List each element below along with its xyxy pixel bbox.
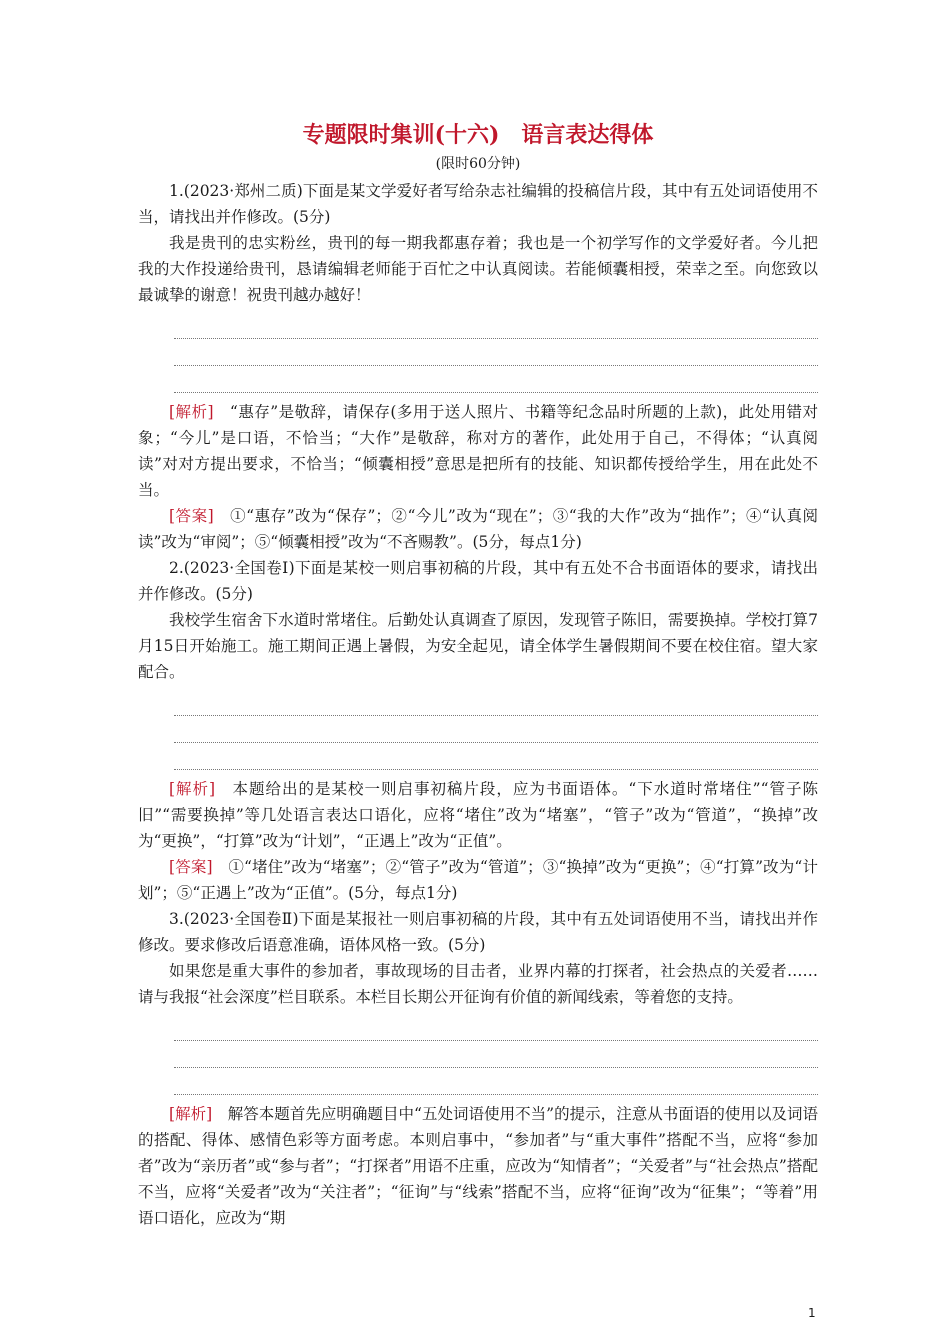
page-number: 1 (808, 1306, 816, 1320)
analysis-label: [解析] (169, 1105, 213, 1123)
answer-line (174, 1068, 818, 1095)
answer-line (174, 1014, 818, 1041)
answer-line (174, 743, 818, 770)
question-2-passage: 我校学生宿舍下水道时常堵住。后勤处认真调查了原因，发现管子陈旧，需要换掉。学校打算7月15日开始施工。施工期间正遇上暑假，为安全起见，请全体学生暑假期间不要在校住宿。望大家配合。 (138, 611, 818, 681)
question-1-analysis (138, 399, 818, 503)
analysis-label: [解析] (169, 780, 216, 798)
question-2-answer-lines (174, 689, 818, 770)
analysis-text: 解答本题首先应明确题目中“五处词语使用不当”的提示，注意从书面语的使用以及词语的搭配、得体、感情色彩等方面考虑。本则启事中，“参加者”与“重大事件”搭配不当，应将“参加者”改为“亲历者”或“参与者”；“打探者”用语不庄重，应改为“知情者”；“关爱者”与“社会热点”搭配不当，应将“关爱者”改为“关注者”；“征询”与“线索”搭配不当，应将“征询”改为“征集”；“等着”用语口语化，应改为“期 (138, 1105, 818, 1227)
question-3-prompt: 3.(2023·全国卷Ⅱ)下面是某报社一则启事初稿的片段，其中有五处词语使用不当，请找出并作修改。要求修改后语意准确，语体风格一致。(5分) (138, 910, 818, 954)
question-3-passage: 如果您是重大事件的参加者，事故现场的目击者，业界内幕的打探者，社会热点的关爱者……请与我报“社会深度”栏目联系。本栏目长期公开征询有价值的新闻线索，等着您的支持。 (138, 962, 818, 1006)
question-2-prompt: 2.(2023·全国卷Ⅰ)下面是某校一则启事初稿的片段，其中有五处不合书面语体的要求，请找出并作修改。(5分) (138, 559, 818, 603)
question-1-prompt: 1.(2023·郑州二质)下面是某文学爱好者写给杂志社编辑的投稿信片段，其中有五处词语使用不当，请找出并作修改。(5分) (138, 182, 818, 226)
question-2-answer (138, 854, 818, 906)
page-title: 专题限时集训(十六) 语言表达得体 (302, 122, 654, 148)
answer-line (174, 689, 818, 716)
answer-line (174, 339, 818, 366)
answer-line (174, 1041, 818, 1068)
answer-line (174, 716, 818, 743)
answer-line (174, 366, 818, 393)
answer-label: [答案] (169, 858, 213, 876)
analysis-text: “惠存”是敬辞，请保存(多用于送人照片、书籍等纪念品时所题的上款)，此处用错对象；“今儿”是口语，不恰当；“大作”是敬辞，称对方的著作，此处用于自己，不得体；“认真阅读”对对方提出要求，不恰当；“倾囊相授”意思是把所有的技能、知识都传授给学生，用在此处不当。 (138, 403, 818, 499)
question-1-answer-lines (174, 312, 818, 393)
time-limit: (限时60分钟) (435, 156, 521, 172)
analysis-text: 本题给出的是某校一则启事初稿片段，应为书面语体。“下水道时常堵住”“管子陈旧”“需要换掉”等几处语言表达口语化，应将“堵住”改为“堵塞”，“管子”改为“管道”，“换掉”改为“更换”，“打算”改为“计划”，“正遇上”改为“正值”。 (138, 780, 818, 850)
answer-line (174, 312, 818, 339)
question-1-passage: 我是贵刊的忠实粉丝，贵刊的每一期我都惠存着；我也是一个初学写作的文学爱好者。今儿把我的大作投递给贵刊，恳请编辑老师能于百忙之中认真阅读。若能倾囊相授，荣幸之至。向您致以最诚挚的谢意！祝贵刊越办越好！ (138, 234, 818, 304)
answer-text: ①“堵住”改为“堵塞”；②“管子”改为“管道”；③“换掉”改为“更换”；④“打算”改为“计划”；⑤“正遇上”改为“正值”。(5分，每点1分) (138, 858, 818, 902)
question-1-answer (138, 503, 818, 555)
document-content (138, 120, 818, 1231)
question-3-answer-lines (174, 1014, 818, 1095)
answer-text: ①“惠存”改为“保存”；②“今儿”改为“现在”；③“我的大作”改为“拙作”；④“认真阅读”改为“审阅”；⑤“倾囊相授”改为“不吝赐教”。(5分，每点1分) (138, 507, 818, 551)
question-2-analysis (138, 776, 818, 854)
question-3-analysis (138, 1101, 818, 1231)
analysis-label: [解析] (169, 403, 214, 421)
answer-label: [答案] (169, 507, 214, 525)
